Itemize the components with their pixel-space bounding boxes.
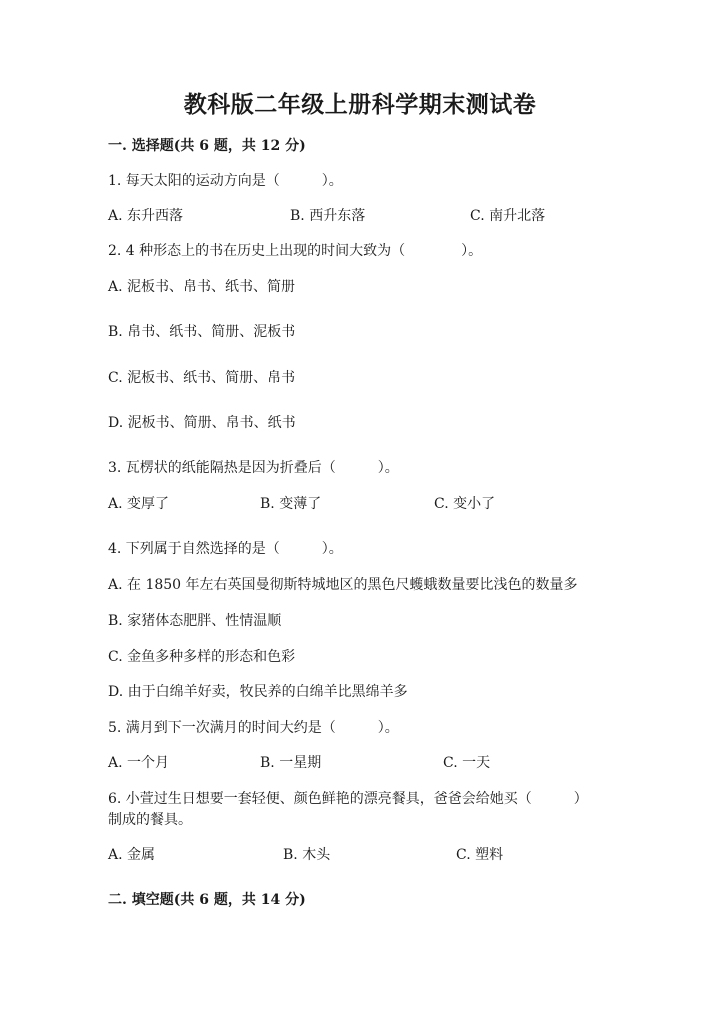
question-3-option-c: C. 变小了: [434, 496, 496, 512]
question-1-stem: 1. 每天太阳的运动方向是（ ）。: [108, 173, 343, 189]
question-4-stem: 4. 下列属于自然选择的是（ ）。: [108, 541, 343, 557]
question-6-option-a: A. 金属: [108, 847, 156, 863]
question-1-option-b: B. 西升东落: [290, 208, 366, 224]
question-4-option-c: C. 金鱼多种多样的形态和色彩: [108, 649, 296, 665]
question-3-stem: 3. 瓦楞状的纸能隔热是因为折叠后（ ）。: [108, 460, 399, 476]
question-4-option-a: A. 在 1850 年左右英国曼彻斯特城地区的黑色尺蠖蛾数量要比浅色的数量多: [108, 577, 578, 593]
section-heading-choice: 一. 选择题(共 6 题，共 12 分): [108, 138, 306, 154]
question-6-stem-continued: 制成的餐具。: [108, 812, 192, 828]
section-heading-fill-in: 二. 填空题(共 6 题，共 14 分): [108, 892, 306, 908]
question-5-option-b: B. 一星期: [260, 755, 322, 771]
question-2-option-c: C. 泥板书、纸书、简册、帛书: [108, 370, 296, 386]
question-6-option-c: C. 塑料: [456, 847, 504, 863]
question-6-stem: 6. 小萱过生日想要一套轻便、颜色鲜艳的漂亮餐具，爸爸会给她买（ ）: [108, 791, 588, 807]
question-1-option-a: A. 东升西落: [108, 208, 184, 224]
question-5-stem: 5. 满月到下一次满月的时间大约是（ ）。: [108, 720, 399, 736]
question-6-option-b: B. 木头: [283, 847, 331, 863]
question-3-option-a: A. 变厚了: [108, 496, 170, 512]
page-title: 教科版二年级上册科学期末测试卷: [183, 91, 537, 118]
question-4-option-d: D. 由于白绵羊好卖，牧民养的白绵羊比黑绵羊多: [108, 684, 408, 700]
question-1-option-c: C. 南升北落: [470, 208, 546, 224]
question-2-option-b: B. 帛书、纸书、简册、泥板书: [108, 324, 296, 340]
question-3-option-b: B. 变薄了: [260, 496, 322, 512]
question-4-option-b: B. 家猪体态肥胖、性情温顺: [108, 613, 282, 629]
question-2-option-d: D. 泥板书、简册、帛书、纸书: [108, 415, 296, 431]
question-2-stem: 2. 4 种形态上的书在历史上出现的时间大致为（ ）。: [108, 243, 483, 259]
question-5-option-a: A. 一个月: [108, 755, 170, 771]
question-2-option-a: A. 泥板书、帛书、纸书、简册: [108, 279, 296, 295]
question-5-option-c: C. 一天: [443, 755, 491, 771]
